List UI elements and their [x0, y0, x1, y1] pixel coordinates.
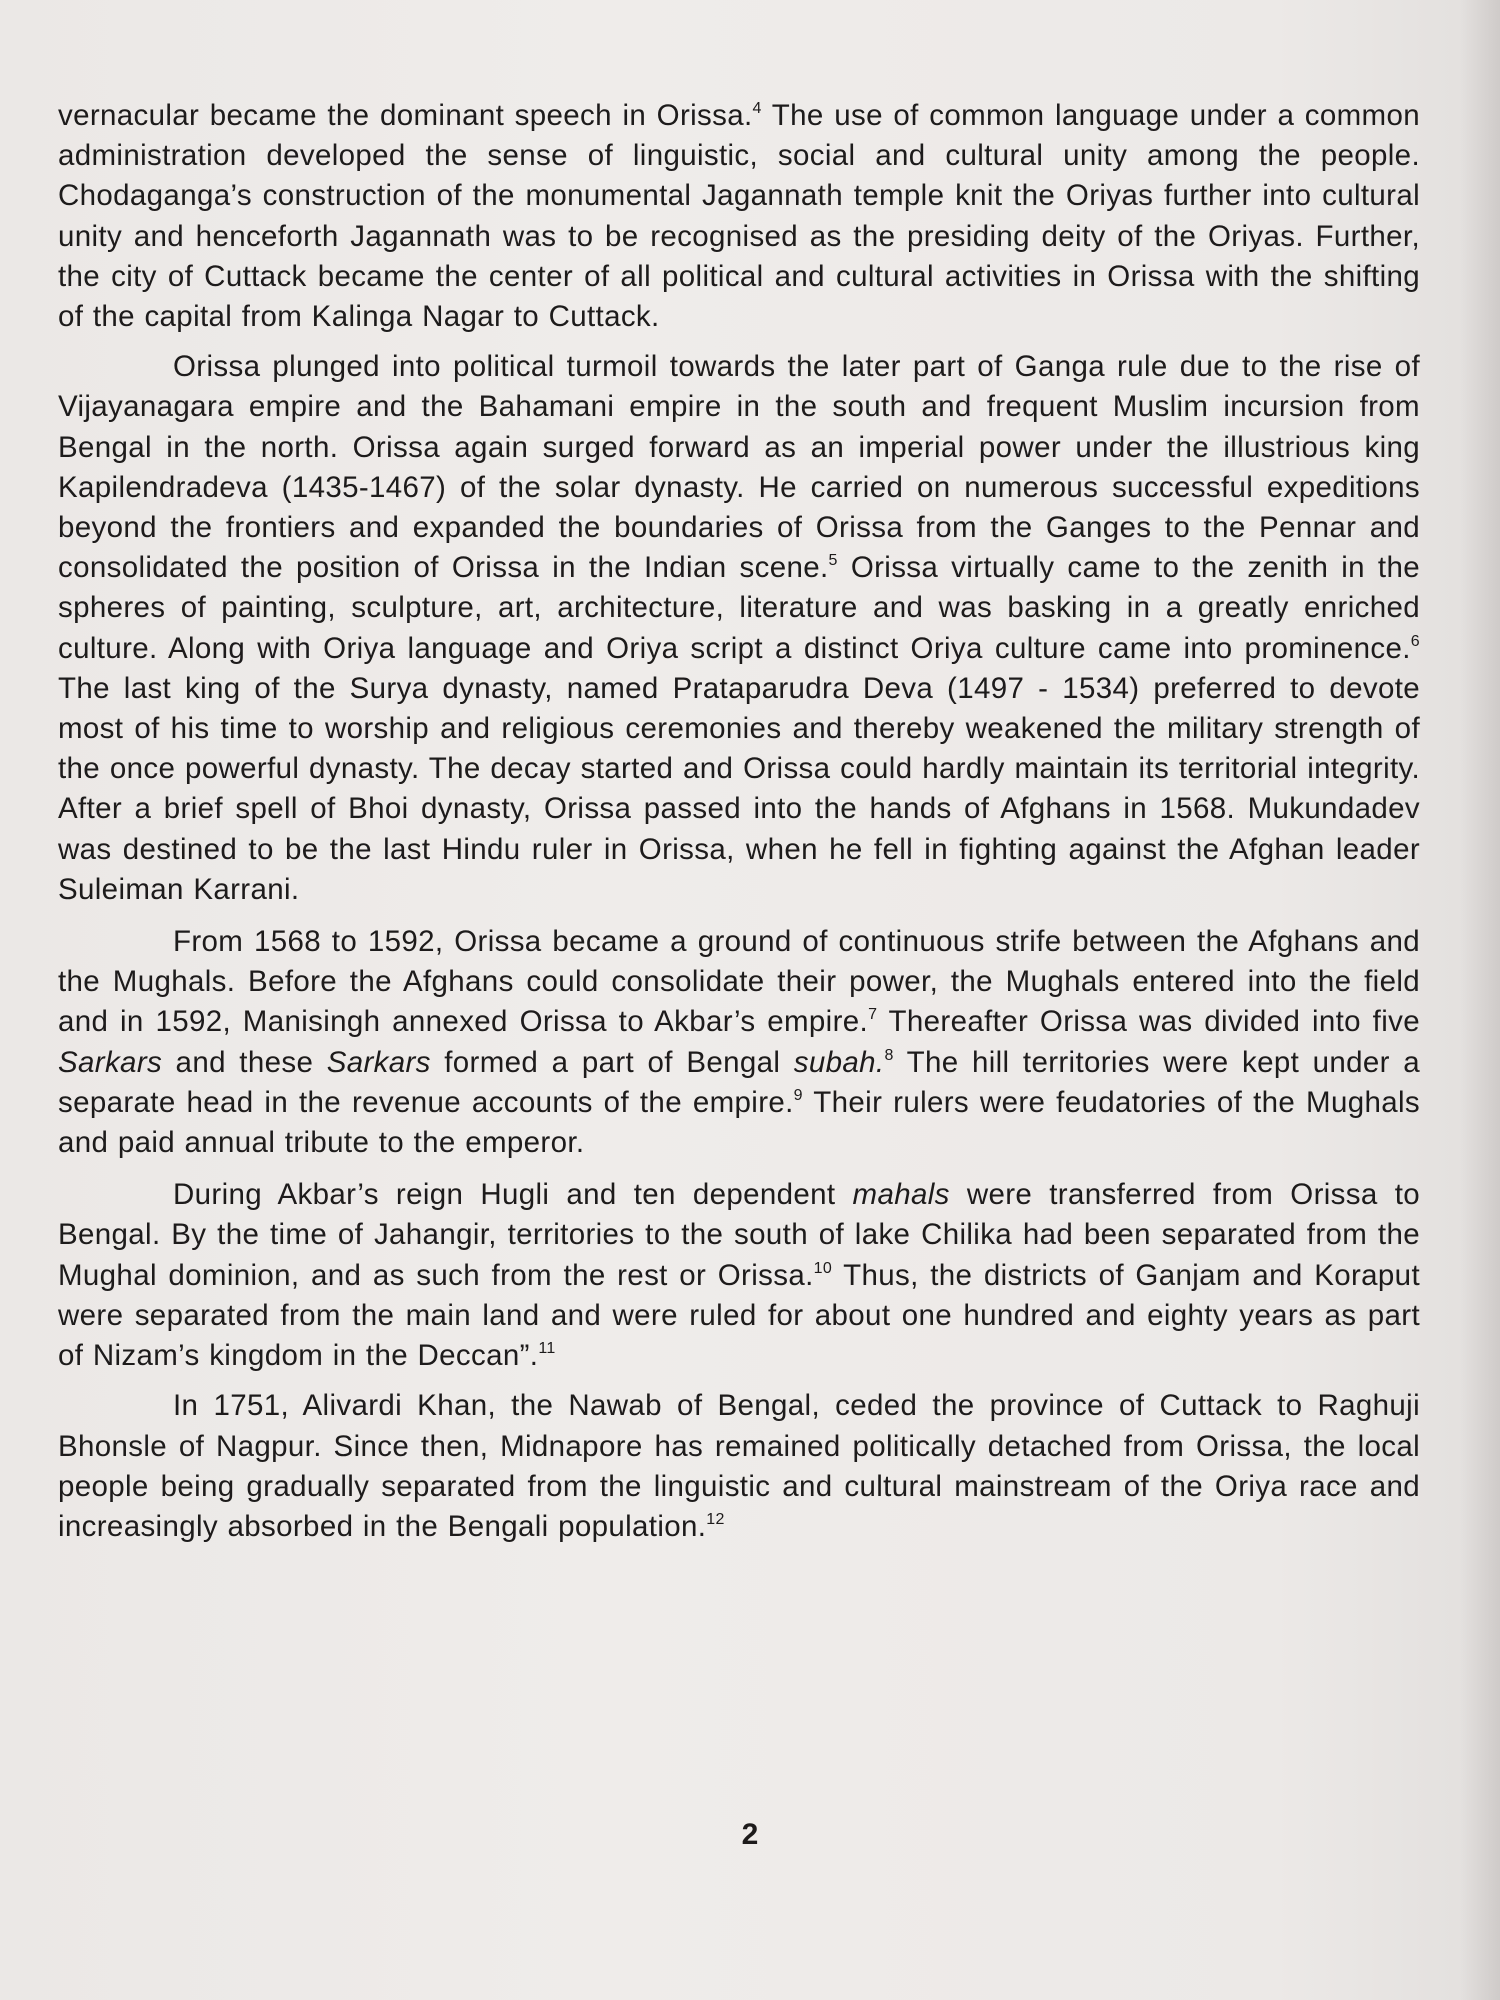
paragraph-text: formed a part of Bengal [430, 1045, 794, 1079]
paragraph-text: In 1751, Alivardi Khan, the Nawab of Bengal, ceded the province of Cuttack to Raghuji Bhonsle of Nagpur. Since then, Midnapore has remained politically detached from Orissa, the local people being gradually separated from the linguistic and cultural mainstream of the Oriya race and increasingly absorbed in the Bengali population. [58, 1389, 1420, 1543]
paragraph-text: Orissa virtually came to the zenith in the spheres of painting, sculpture, art, architecture, literature and was basking in a greatly enriched culture. Along with Oriya language and Oriya script a distinct Oriya culture came into prominence. [58, 551, 1420, 665]
footnote-ref: 4 [752, 100, 762, 117]
footnote-ref: 10 [813, 1259, 833, 1277]
paragraph [58, 922, 1420, 1163]
paragraph-text: Thereafter Orissa was divided into five [877, 1005, 1420, 1039]
italic-term: Sarkars [58, 1045, 163, 1079]
footnote-ref: 11 [538, 1340, 556, 1358]
footnote-ref: 8 [884, 1046, 894, 1064]
footnote-ref: 6 [1410, 632, 1420, 650]
footnote-ref: 12 [706, 1510, 725, 1528]
paragraph-text: Their rulers were feudatories of the Mughals and paid annual tribute to the emperor. [58, 1085, 1420, 1160]
paragraph-text: Thus, the districts of Ganjam and Koraput were separated from the main land and were ruled for about one hundred and eighty years as part of Nizam’s kingdom in the Deccan”. [58, 1258, 1420, 1373]
spine-shadow [1460, 0, 1500, 2000]
paragraph-text: were transferred from Orissa to Bengal. By the time of Jahangir, territories to the south of lake Chilika had been separated from the Mughal dominion, and as such from the rest or Orissa. [58, 1178, 1420, 1292]
italic-term: mahals [852, 1178, 950, 1212]
paragraph-text: The last king of the Surya dynasty, named Prataparudra Deva (1497 - 1534) preferred to devote most of his time to worship and religious ceremonies and thereby weakened the military strength of the once powerful dynasty. The decay started and Orissa could hardly maintain its territorial integrity. After a brief spell of Bhoi dynasty, Orissa passed into the hands of Afghans in 1568. Mukundadev was destined to be the last Hindu ruler in Orissa, when he fell in fighting against the Afghan leader Suleiman Karrani. [58, 671, 1420, 906]
paragraph-text: The use of common language under a common administration developed the sense of linguistic, social and cultural unity among the people. Chodaganga’s construction of the monumental Jagannath temple knit the Oriyas further into cultural unity and henceforth Jagannath was to be recognised as the presiding deity of the Oriyas. Further, the city of Cuttack became the center of all political and cultural activities in Orissa with the shifting of the capital from Kalinga Nagar to Cuttack. [58, 99, 1420, 334]
paragraph [58, 96, 1420, 337]
footnote-ref: 7 [868, 1006, 878, 1024]
paragraph-text: Orissa plunged into political turmoil towards the later part of Ganga rule due to the rise of Vijayanagara empire and the Bahamani empire in the south and frequent Muslim incursion from Bengal in the north. Orissa again surged forward as an imperial power under the illustrious king Kapilendradeva (1435-1467) of the solar dynasty. He carried on numerous successful expeditions beyond the frontiers and expanded the boundaries of Orissa from the Ganges to the Pennar and consolidated the position of Orissa in the Indian scene. [58, 350, 1420, 585]
paragraph [58, 1386, 1420, 1547]
footnote-ref: 5 [828, 552, 838, 570]
italic-term: Sarkars [326, 1045, 431, 1079]
paragraph [58, 347, 1420, 910]
paragraph-text: From 1568 to 1592, Orissa became a ground of continuous strife between the Afghans and the Mughals. Before the Afghans could consolidate their power, the Mughals entered into the field and in 1592, Manisingh annexed Orissa to Akbar’s empire. [58, 925, 1420, 1039]
paragraph-text: During Akbar’s reign Hugli and ten dependent [173, 1178, 853, 1212]
paragraph-text: and these [162, 1045, 327, 1079]
paragraph-text: The hill territories were kept under a separate head in the revenue accounts of the empire. [58, 1045, 1421, 1119]
paragraph-text: vernacular became the dominant speech in Orissa. [58, 99, 753, 132]
page-number: 2 [741, 1818, 759, 1851]
italic-term: subah. [793, 1045, 885, 1079]
body-text [58, 96, 1420, 1547]
footnote-ref: 9 [793, 1086, 803, 1104]
paragraph [58, 1175, 1420, 1376]
